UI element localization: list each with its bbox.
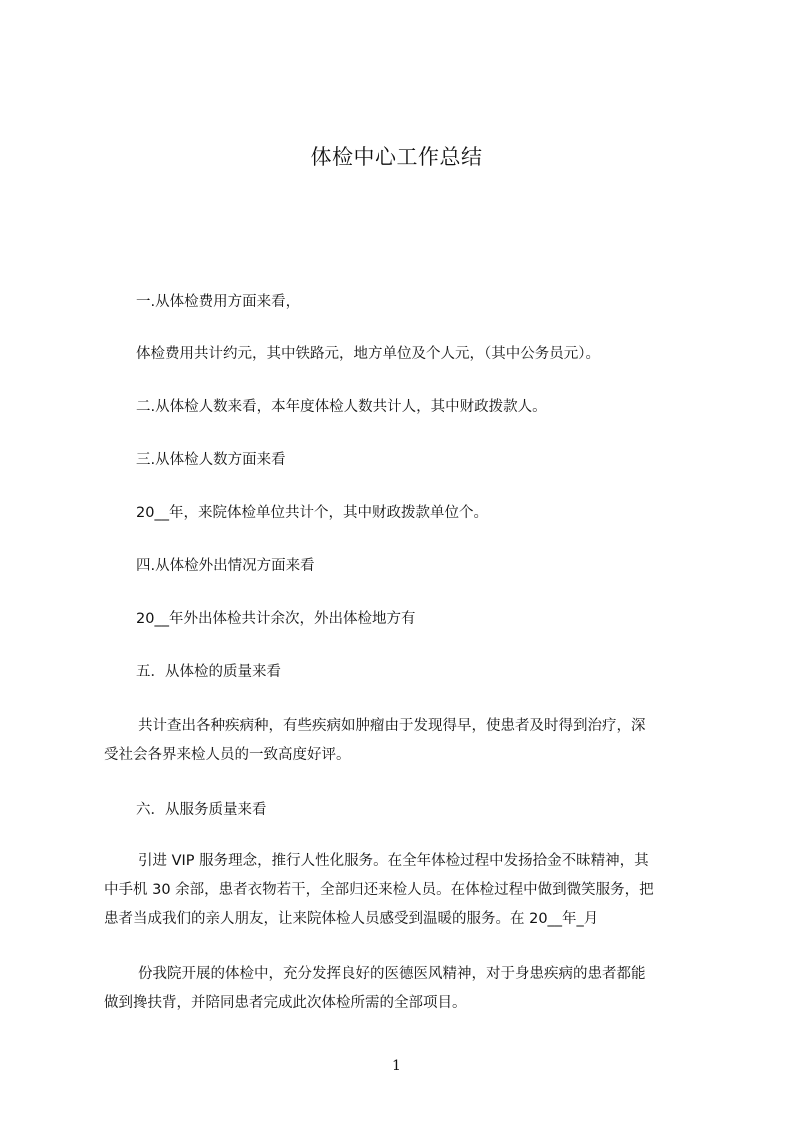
page-number: 1 — [392, 1058, 401, 1074]
section-2-heading: 二.从体检人数来看，本年度体检人数共计人，其中财政拨款人。 — [136, 399, 547, 415]
section-3-heading: 三.从体检人数方面来看 — [136, 452, 286, 468]
section-6-heading: 六．从服务质量来看 — [136, 802, 267, 818]
paragraph-line: 共计查出各种疾病种，有些疾病如肿瘤由于发现得早，使患者及时得到治疗，深 — [138, 718, 646, 734]
section-1-body: 体检费用共计约元，其中铁路元，地方单位及个人元，（其中公务员元）。 — [136, 346, 600, 362]
section-4-heading: 四.从体检外出情况方面来看 — [136, 558, 315, 574]
paragraph-line: 受社会各界来检人员的一致高度好评。 — [104, 747, 351, 763]
paragraph-line: 中手机 30 余部，患者衣物若干，全部归还来检人员。在体检过程中做到微笑服务，把 — [104, 882, 654, 898]
section-6-body — [104, 847, 701, 934]
section-4-body: 20__年外出体检共计余次，外出体检地方有 — [136, 611, 416, 627]
section-1-heading: 一.从体检费用方面来看， — [136, 294, 301, 310]
section-5-body — [104, 712, 701, 770]
section-3-body: 20__年，来院体检单位共计个，其中财政拨款单位个。 — [136, 505, 488, 521]
section-5-heading: 五．从体检的质量来看 — [136, 664, 281, 680]
section-7-body — [104, 960, 701, 1018]
paragraph-line: 引进 VIP 服务理念，推行人性化服务。在全年体检过程中发扬拾金不昧精神，其 — [138, 853, 649, 869]
paragraph-line: 患者当成我们的亲人朋友，让来院体检人员感受到温暖的服务。在 20__年_月 — [104, 911, 599, 927]
paragraph-line: 份我院开展的体检中，充分发挥良好的医德医风精神，对于身患疾病的患者都能 — [138, 966, 646, 982]
paragraph-line: 做到搀扶背，并陪同患者完成此次体检所需的全部项目。 — [104, 995, 467, 1011]
document-title: 体检中心工作总结 — [310, 145, 483, 169]
